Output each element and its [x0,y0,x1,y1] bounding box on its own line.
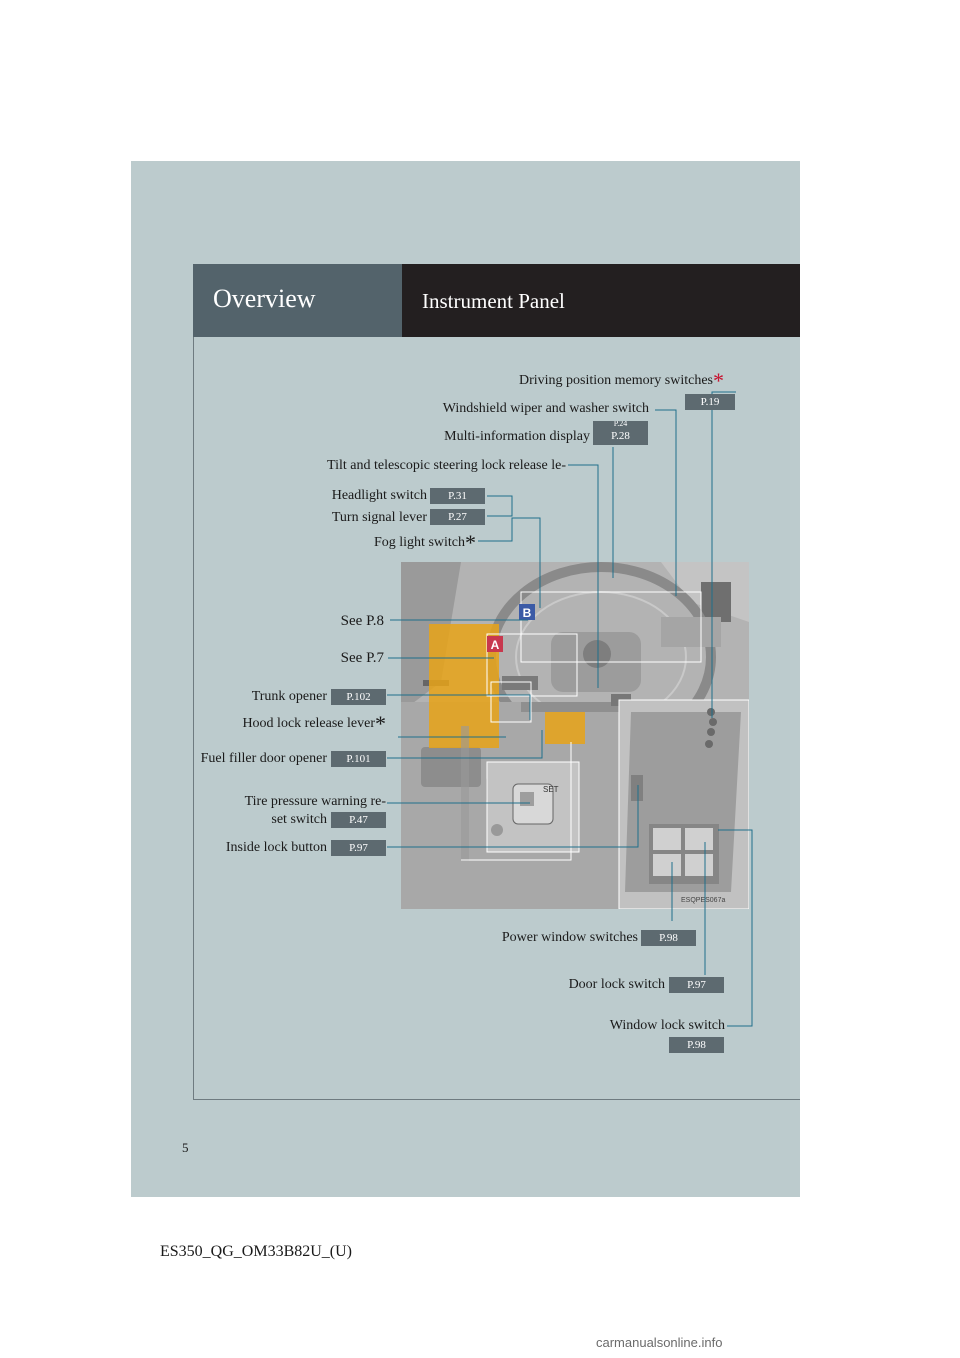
document-code: ES350_QG_OM33B82U_(U) [160,1243,352,1260]
callout-b-letter: B [522,606,532,620]
instrument-panel-photo [401,562,749,909]
frame-bottom-rule [193,1099,800,1100]
section-tab [193,264,402,337]
ref-multi-info[interactable]: P.28 [593,427,648,445]
label-see-p7: See P.7 [340,650,384,666]
asterisk-icon: * [375,711,386,736]
label-tire-pressure-line2: set switch [271,812,327,827]
asterisk-icon: * [465,530,476,555]
label-turn-signal: Turn signal lever [331,510,427,525]
ref-turn-signal[interactable]: P.27 [430,509,485,525]
watermark: carmanualsonline.info [596,1335,723,1350]
label-power-window: Power window switches [501,930,638,945]
label-fog-light-text: Fog light switch [373,535,465,550]
callout-a-letter: A [490,638,500,652]
ref-trunk-opener[interactable]: P.102 [331,689,386,705]
title-bar [402,264,800,337]
label-hood-lock [242,711,386,736]
asterisk-icon: * [713,368,724,393]
label-fog-light [373,530,476,555]
ref-door-lock[interactable]: P.97 [669,977,724,993]
instrument-panel-illustration [401,562,749,909]
label-headlight: Headlight switch [331,488,427,503]
ref-window-lock[interactable]: P.98 [669,1037,724,1053]
label-driving-position-text: Driving position memory switches [518,373,713,388]
set-button-text: SET [543,785,559,794]
label-hood-lock-text: Hood lock release lever [242,716,375,731]
label-multi-info: Multi-information display [444,429,590,444]
label-window-lock: Window lock switch [609,1018,725,1033]
ref-tire-pressure[interactable]: P.47 [331,812,386,828]
section-title: Overview [213,284,316,313]
frame-left-rule [193,337,194,1100]
image-code: ESQPES067a [681,897,726,904]
label-inside-lock: Inside lock button [225,840,327,855]
ref-wiper[interactable]: P.19 [685,394,735,410]
ref-fuel-filler[interactable]: P.101 [331,751,386,767]
ref-headlight[interactable]: P.31 [430,488,485,504]
label-driving-position [518,368,724,393]
label-door-lock: Door lock switch [568,977,665,992]
ref-inside-lock[interactable]: P.97 [331,840,386,856]
label-see-p8: See P.8 [340,613,384,629]
page-title: Instrument Panel [422,289,565,313]
label-trunk-opener: Trunk opener [251,689,327,704]
label-fuel-filler: Fuel filler door opener [200,751,327,766]
label-tilt-steering: Tilt and telescopic steering lock release le- [327,458,566,473]
page-number: 5 [182,1140,189,1155]
ref-multi-info-hidden[interactable]: P.24 [593,421,648,427]
label-wiper: Windshield wiper and washer switch [442,401,649,416]
label-tire-pressure-line1: Tire pressure warning re- [244,794,386,809]
ref-power-window[interactable]: P.98 [641,930,696,946]
